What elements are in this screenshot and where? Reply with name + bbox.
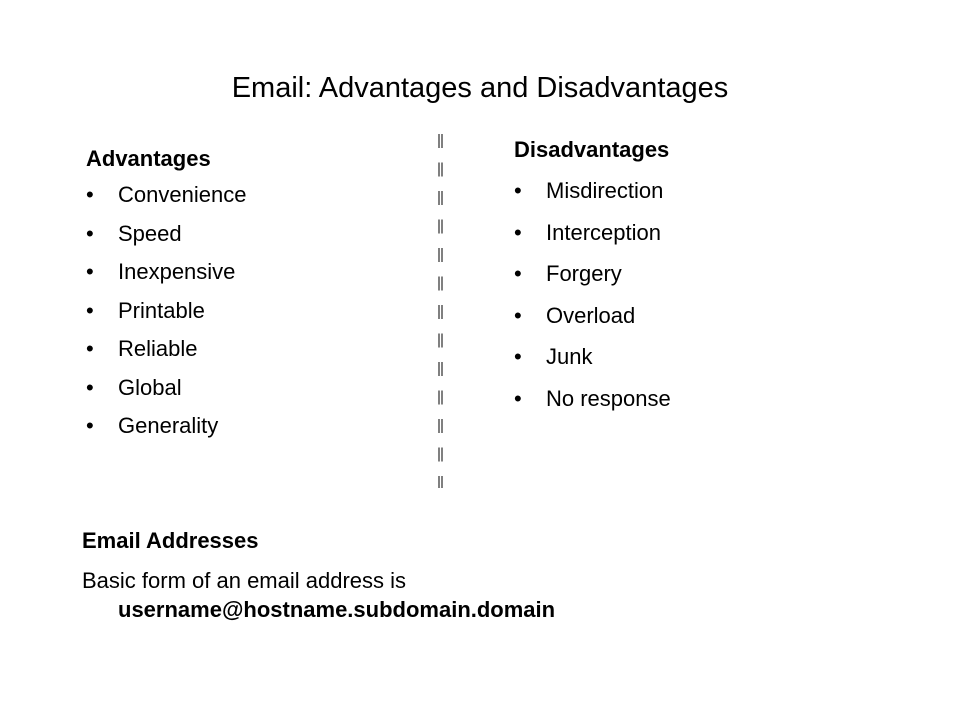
disadvantages-heading: Disadvantages (514, 137, 670, 162)
list-item (86, 413, 246, 452)
list-item-label: Convenience (118, 182, 247, 207)
slide-title: Email: Advantages and Disadvantages (231, 72, 729, 104)
column-divider (438, 134, 444, 488)
email-addresses-heading: Email Addresses (82, 528, 259, 553)
list-item (514, 178, 671, 220)
bullet-icon: • (514, 385, 522, 411)
bullet-icon: • (86, 413, 94, 438)
bullet-icon: • (514, 302, 522, 328)
list-item-label: Inexpensive (118, 259, 236, 284)
email-address-text: Basic form of an email address is (82, 568, 407, 593)
bullet-icon: • (514, 178, 522, 203)
list-item (86, 221, 246, 260)
list-item-label: Forgery (546, 261, 622, 286)
list-item-label: Generality (118, 413, 219, 438)
list-item (86, 298, 246, 337)
list-item-label: Junk (546, 344, 593, 369)
list-item-label: Speed (118, 220, 182, 246)
email-address-description (82, 566, 555, 624)
email-address-example: username@hostname.subdomain.domain (118, 597, 556, 622)
list-item-label: No response (546, 385, 671, 411)
bullet-icon: • (86, 259, 94, 284)
bullet-icon: • (86, 182, 94, 207)
list-item (86, 259, 246, 298)
bullet-icon: • (514, 219, 522, 245)
list-item (514, 220, 671, 262)
list-item (514, 303, 671, 345)
list-item-label: Misdirection (546, 178, 664, 203)
list-item-label: Interception (546, 219, 661, 245)
list-item-label: Printable (118, 297, 205, 323)
divider-marks (439, 134, 442, 488)
bullet-icon: • (86, 297, 94, 323)
advantages-heading: Advantages (86, 146, 211, 171)
list-item (86, 182, 246, 221)
list-item (514, 344, 671, 386)
list-item (86, 336, 246, 375)
list-item (514, 386, 671, 428)
list-item-label: Overload (546, 302, 636, 328)
list-item-label: Reliable (118, 336, 198, 361)
list-item (86, 375, 246, 414)
list-item-label: Global (118, 374, 182, 400)
bullet-icon: • (86, 336, 94, 361)
bullet-icon: • (514, 344, 522, 369)
bullet-icon: • (514, 261, 522, 286)
bullet-icon: • (86, 220, 94, 246)
advantages-list (86, 182, 246, 452)
list-item (514, 261, 671, 303)
bullet-icon: • (86, 374, 94, 400)
disadvantages-list (514, 178, 671, 427)
